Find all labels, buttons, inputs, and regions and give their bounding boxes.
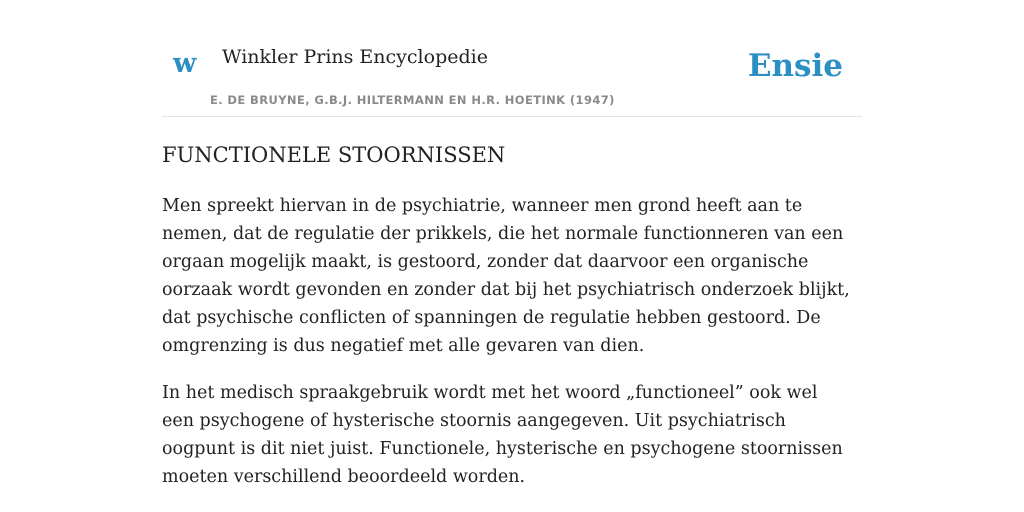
article-paragraph-1: Men spreekt hiervan in de psychiatrie, wanneer men grond heeft aan te nemen, dat de regulatie der prikkels, die het normale functionneren van een orgaan mogelijk maakt, is gestoord, zonder dat daarvoor een organische oorzaak wordt gevonden en zonder dat bij het psychiatrisch onderzoek blijkt, dat psychische conflicten of spanningen de regulatie hebben gestoord. De omgrenzing is dus negatief met alle gevaren van dien. bbox=[162, 196, 850, 356]
encyclopedia-title[interactable]: Winkler Prins Encyclopedie bbox=[222, 46, 488, 68]
article-title: FUNCTIONELE STOORNISSEN bbox=[162, 143, 506, 167]
ensie-logo[interactable]: Ensie bbox=[747, 48, 843, 84]
winkler-prins-logo[interactable]: w bbox=[173, 48, 197, 79]
header bbox=[162, 0, 862, 117]
authors-line: E. DE BRUYNE, G.B.J. HILTERMANN EN H.R. HOETINK (1947) bbox=[210, 93, 615, 107]
article-paragraph-2: In het medisch spraakgebruik wordt met het woord „functioneel” ook wel een psychogene of hysterische stoornis aangegeven. Uit psychiatrisch oogpunt is dit niet juist. Functionele, hysterische en psychogene stoornissen moeten verschillend beoordeeld worden. bbox=[162, 383, 843, 487]
article bbox=[162, 140, 852, 510]
